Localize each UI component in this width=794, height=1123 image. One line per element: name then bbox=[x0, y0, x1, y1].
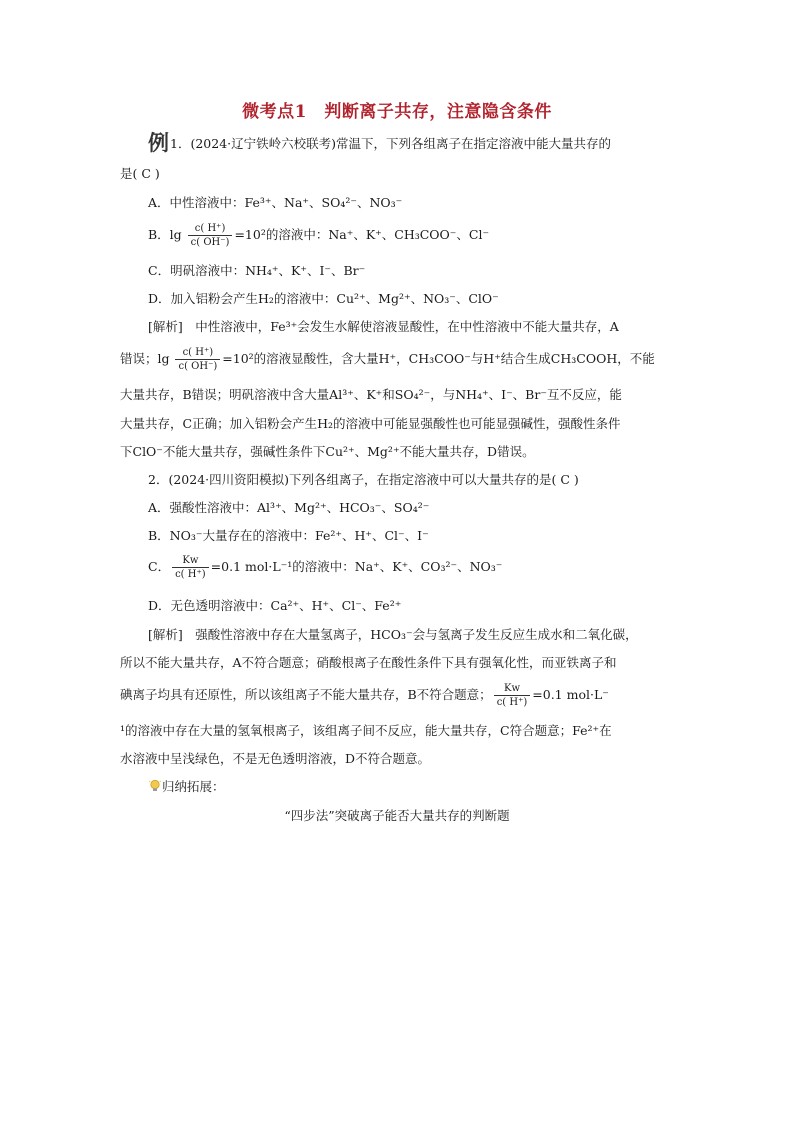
summary-label-row bbox=[148, 778, 708, 796]
option-b-prefix: B．lg bbox=[148, 227, 182, 242]
example-2-option-d: D．无色透明溶液中：Ca²⁺、H⁺、Cl⁻、Fe²⁺ bbox=[148, 598, 402, 613]
fraction-kw-over-h bbox=[172, 554, 209, 581]
fraction-kw-over-h bbox=[494, 682, 531, 709]
fraction-numerator: Kw bbox=[172, 554, 209, 568]
stem-text: 1．(2024·辽宁铁岭六校联考)常温下，下列各组离子在指定溶液中能大量共存的 bbox=[170, 136, 611, 151]
analysis-suffix: =10²的溶液显酸性，含大量H⁺，CH₃COO⁻与H⁺结合生成CH₃COOH，不能 bbox=[222, 351, 655, 366]
fraction-numerator: c( H⁺) bbox=[175, 346, 220, 360]
analysis-suffix: =0.1 mol·L⁻ bbox=[532, 687, 609, 702]
analysis-2-line-2: 所以不能大量共存，A不符合题意；硝酸根离子在酸性条件下具有强氧化性，而亚铁离子和 bbox=[120, 655, 617, 670]
fraction-denominator: c( H⁺) bbox=[175, 569, 206, 580]
analysis-1-line-5: 下ClO⁻不能大量共存，强碱性条件下Cu²⁺、Mg²⁺不能大量共存，D错误。 bbox=[120, 444, 535, 459]
example-2-option-c bbox=[148, 554, 708, 581]
lightbulb-icon bbox=[148, 779, 162, 793]
option-c-prefix: C． bbox=[148, 559, 171, 574]
page-title: 微考点1 判断离子共存，注意隐含条件 bbox=[242, 102, 552, 122]
example-1-option-b bbox=[148, 222, 708, 249]
fraction-denominator: c( OH⁻) bbox=[190, 237, 230, 248]
fraction-denominator: c( OH⁻) bbox=[178, 361, 218, 372]
analysis-2-line-1: [解析] 强酸性溶液中存在大量氢离子，HCO₃⁻会与氢离子发生反应生成水和二氧化碳， bbox=[148, 627, 638, 642]
summary-title: “四步法”突破离子能否大量共存的判断题 bbox=[284, 808, 510, 823]
analysis-prefix: 错误；lg bbox=[120, 351, 170, 366]
analysis-1-line-1: [解析] 中性溶液中，Fe³⁺会发生水解使溶液显酸性，在中性溶液中不能大量共存，A bbox=[148, 319, 619, 334]
example-2-option-a: A．强酸性溶液中：Al³⁺、Mg²⁺、HCO₃⁻、SO₄²⁻ bbox=[148, 500, 430, 515]
option-c-suffix: =0.1 mol·L⁻¹的溶液中：Na⁺、K⁺、CO₃²⁻、NO₃⁻ bbox=[210, 559, 503, 574]
fraction-h-over-oh bbox=[175, 346, 220, 373]
analysis-2-line-5: 水溶液中呈浅绿色，不是无色透明溶液，D不符合题意。 bbox=[120, 751, 431, 766]
example-1-option-a: A．中性溶液中：Fe³⁺、Na⁺、SO₄²⁻、NO₃⁻ bbox=[148, 195, 403, 210]
example-mark: 例 bbox=[148, 130, 169, 155]
analysis-1-line-2 bbox=[120, 346, 680, 373]
example-2-stem: 2．(2024·四川资阳模拟)下列各组离子，在指定溶液中可以大量共存的是( C ) bbox=[148, 472, 579, 487]
example-1-option-d: D．加入铝粉会产生H₂的溶液中：Cu²⁺、Mg²⁺、NO₃⁻、ClO⁻ bbox=[148, 291, 499, 306]
summary-label: 归纳拓展： bbox=[162, 779, 225, 794]
analysis-2-line-3 bbox=[120, 682, 680, 709]
option-b-suffix: =10²的溶液中：Na⁺、K⁺、CH₃COO⁻、Cl⁻ bbox=[234, 227, 490, 242]
analysis-1-line-3: 大量共存，B错误；明矾溶液中含大量Al³⁺、K⁺和SO₄²⁻，与NH₄⁺、I⁻、Br⁻互不反应，能 bbox=[120, 387, 622, 402]
fraction-numerator: Kw bbox=[494, 682, 531, 696]
analysis-1-line-4: 大量共存，C正确；加入铝粉会产生H₂的溶液中可能显强酸性也可能显强碱性，强酸性条件 bbox=[120, 416, 621, 431]
example-1-stem-line-2: 是( C ) bbox=[120, 166, 160, 181]
example-2-option-b: B．NO₃⁻大量存在的溶液中：Fe²⁺、H⁺、Cl⁻、I⁻ bbox=[148, 528, 429, 543]
fraction-numerator: c( H⁺) bbox=[188, 222, 233, 236]
example-1-stem-line-1 bbox=[148, 130, 708, 155]
fraction-h-over-oh bbox=[188, 222, 233, 249]
example-1-option-c: C．明矾溶液中：NH₄⁺、K⁺、I⁻、Br⁻ bbox=[148, 263, 366, 278]
fraction-denominator: c( H⁺) bbox=[496, 697, 528, 708]
analysis-prefix: 碘离子均具有还原性，所以该组离子不能大量共存，B不符合题意； bbox=[120, 687, 492, 702]
analysis-2-line-4: ¹的溶液中存在大量的氢氧根离子，该组离子间不反应，能大量共存，C符合题意；Fe²⁺在 bbox=[120, 723, 612, 738]
